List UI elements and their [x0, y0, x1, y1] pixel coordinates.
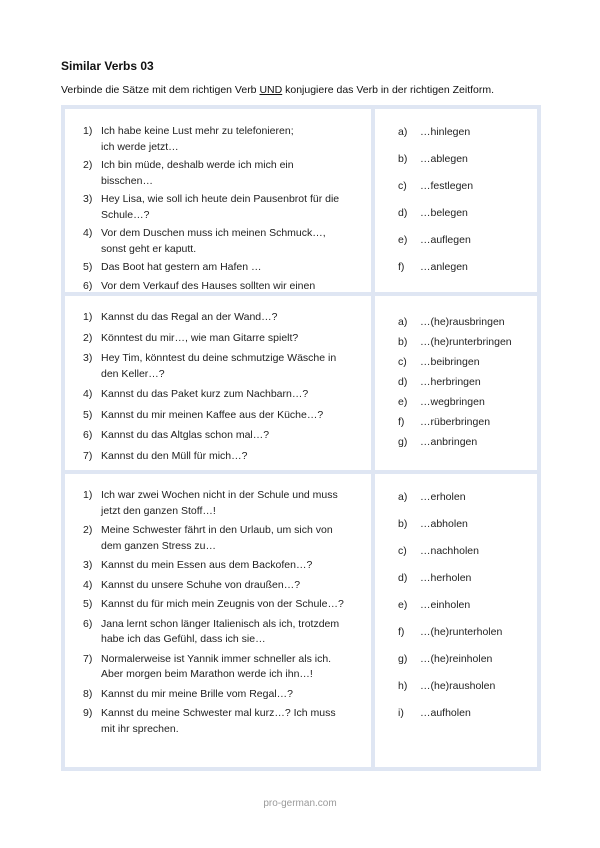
answer-option — [398, 518, 537, 545]
question-text-line: Jana lernt schon länger Italienisch als ich, trotzdem — [101, 617, 340, 630]
question-number: 4) — [83, 388, 93, 400]
answer-verb: …rüberbringen — [420, 416, 491, 428]
answer-letter: b) — [398, 336, 408, 348]
question-number: 7) — [83, 652, 93, 665]
answer-letter: g) — [398, 653, 408, 665]
answer-letter: f) — [398, 416, 405, 428]
answer-letter: a) — [398, 316, 408, 328]
question-list — [65, 109, 371, 310]
question-text-line: Kannst du mein Essen aus dem Backofen…? — [101, 559, 313, 571]
question-number: 1) — [83, 311, 93, 323]
answer-option — [398, 545, 537, 572]
question-item — [65, 260, 371, 276]
answers-cell-1 — [375, 109, 537, 292]
answer-list — [375, 296, 537, 456]
answer-option — [398, 356, 537, 376]
question-item — [65, 331, 371, 347]
question-text-line: Normalerweise ist Yannik immer schneller als ich. — [101, 652, 332, 665]
answer-verb: …(he)runterholen — [420, 626, 503, 638]
question-text-line: Könntest du mir…, wie man Gitarre spielt? — [101, 331, 299, 344]
question-text-line: Kannst du meine Schwester mal kurz…? Ich muss — [101, 707, 336, 719]
questions-cell-2 — [65, 296, 371, 470]
answer-verb: …nachholen — [420, 545, 479, 557]
answer-list — [375, 474, 537, 734]
question-number: 6) — [83, 617, 93, 630]
question-item — [65, 124, 371, 155]
question-text-line: Hey Lisa, wie soll ich heute dein Pausenbrot für die — [101, 193, 340, 205]
question-text-line: Kannst du für mich mein Zeugnis von der Schule…? — [101, 598, 344, 610]
question-item — [65, 158, 371, 189]
question-text-line: sonst geht er kaputt. — [101, 242, 197, 255]
answer-option — [398, 653, 537, 680]
answer-letter: c) — [398, 180, 407, 192]
question-text-line: Schule…? — [101, 208, 150, 221]
question-item — [65, 523, 371, 554]
answer-letter: c) — [398, 356, 407, 368]
question-item — [65, 428, 371, 444]
question-item — [65, 310, 371, 326]
question-item — [65, 387, 371, 403]
question-text-line: Ich war zwei Wochen nicht in der Schule und muss — [101, 489, 338, 501]
question-number: 3) — [83, 352, 93, 364]
answer-option — [398, 680, 537, 707]
answer-letter: b) — [398, 153, 408, 165]
question-text-line: Ich habe keine Lust mehr zu telefonieren; — [101, 125, 294, 137]
answer-option — [398, 316, 537, 336]
question-item — [65, 192, 371, 223]
answer-option — [398, 436, 537, 456]
question-text-line: Kannst du das Altglas schon mal…? — [101, 429, 270, 441]
question-number: 1) — [83, 489, 93, 501]
question-item — [65, 449, 371, 465]
answer-letter: h) — [398, 680, 408, 692]
answer-letter: a) — [398, 126, 408, 138]
instruction-emphasis: UND — [259, 84, 283, 96]
question-text-line: Vor dem Verkauf des Hauses sollten wir einen — [101, 279, 316, 292]
question-item — [65, 351, 371, 382]
answer-option — [398, 599, 537, 626]
answer-verb: …auflegen — [420, 234, 471, 246]
question-number: 5) — [83, 598, 93, 610]
answer-verb: …abholen — [420, 518, 468, 530]
question-item — [65, 652, 371, 683]
question-text-line: ich werde jetzt… — [101, 140, 179, 153]
answer-option — [398, 207, 537, 234]
answer-verb: …erholen — [420, 491, 466, 503]
answer-option — [398, 376, 537, 396]
answers-cell-3 — [375, 474, 537, 767]
footer-source: pro-german.com — [263, 798, 337, 809]
question-item — [65, 706, 371, 737]
answer-verb: …anlegen — [420, 261, 468, 273]
question-number: 7) — [83, 449, 93, 462]
answer-letter: i) — [398, 707, 404, 719]
question-text-line: den Keller…? — [101, 367, 165, 380]
question-item — [65, 488, 371, 519]
question-number: 2) — [83, 331, 93, 344]
question-number: 4) — [83, 578, 93, 591]
answer-letter: c) — [398, 545, 407, 557]
instruction-text: Verbinde die Sätze mit dem richtigen Verb UND konjugiere das Verb in der richtigen Zeitform. — [61, 84, 495, 96]
answer-verb: …aufholen — [420, 707, 471, 719]
answer-option — [398, 491, 537, 518]
answer-verb: …wegbringen — [420, 396, 485, 408]
answer-option — [398, 180, 537, 207]
questions-cell-1 — [65, 109, 371, 292]
answer-verb: …herholen — [420, 572, 472, 584]
question-item — [65, 558, 371, 574]
question-item — [65, 597, 371, 613]
question-text-line: habe ich das Gefühl, dass ich sie… — [101, 633, 266, 645]
answer-verb: …(he)rausbringen — [420, 316, 505, 328]
answer-verb: …(he)rausholen — [420, 680, 496, 692]
question-text-line: Vor dem Duschen muss ich meinen Schmuck…, — [101, 227, 326, 239]
answer-verb: …herbringen — [420, 376, 481, 388]
question-text-line: bisschen… — [101, 174, 153, 187]
question-number: 2) — [83, 524, 93, 536]
question-text-line: mit ihr sprechen. — [101, 722, 179, 735]
question-text-line: Meine Schwester fährt in den Urlaub, um sich von — [101, 524, 333, 536]
answer-option — [398, 416, 537, 436]
question-number: 6) — [83, 429, 93, 441]
question-number: 3) — [83, 559, 93, 571]
answer-list — [375, 109, 537, 288]
question-item — [65, 687, 371, 703]
question-text-line: Kannst du den Müll für mich…? — [101, 449, 248, 462]
answer-option — [398, 396, 537, 416]
answer-verb: …belegen — [420, 207, 468, 219]
question-text-line: Ich bin müde, deshalb werde ich mich ein — [101, 159, 294, 171]
answer-option — [398, 707, 537, 734]
question-text-line: Kannst du das Paket kurz zum Nachbarn…? — [101, 388, 309, 400]
answer-letter: d) — [398, 376, 408, 388]
answer-verb: …festlegen — [420, 180, 474, 192]
question-item — [65, 617, 371, 648]
answer-option — [398, 572, 537, 599]
answer-option — [398, 261, 537, 288]
question-text-line: Aber morgen beim Marathon werde ich ihn…! — [101, 668, 313, 680]
answers-cell-2 — [375, 296, 537, 470]
answer-option — [398, 336, 537, 356]
answer-verb: …beibringen — [420, 356, 480, 368]
question-text-line: Kannst du das Regal an der Wand…? — [101, 311, 278, 323]
question-text-line: Hey Tim, könntest du deine schmutzige Wäsche in — [101, 352, 337, 364]
questions-cell-3 — [65, 474, 371, 767]
question-number: 9) — [83, 707, 93, 719]
answer-letter: g) — [398, 436, 408, 448]
exercise-grid — [61, 105, 541, 771]
answer-letter: e) — [398, 234, 408, 246]
answer-letter: d) — [398, 572, 408, 584]
answer-option — [398, 626, 537, 653]
question-text-line: Das Boot hat gestern am Hafen … — [101, 261, 262, 273]
question-list — [65, 296, 371, 464]
question-item — [65, 408, 371, 424]
question-text-line: jetzt den ganzen Stoff…! — [101, 504, 216, 517]
answer-option — [398, 126, 537, 153]
answer-letter: e) — [398, 599, 408, 611]
question-text-line: Kannst du unsere Schuhe von draußen…? — [101, 578, 301, 591]
question-list — [65, 474, 371, 737]
question-number: 5) — [83, 261, 93, 273]
question-number: 1) — [83, 125, 93, 137]
question-number: 6) — [83, 279, 93, 292]
question-number: 3) — [83, 193, 93, 205]
question-number: 8) — [83, 687, 93, 700]
question-number: 5) — [83, 408, 93, 421]
answer-letter: e) — [398, 396, 408, 408]
question-item — [65, 226, 371, 257]
answer-letter: f) — [398, 261, 405, 273]
question-item — [65, 578, 371, 594]
answer-letter: f) — [398, 626, 405, 638]
question-text-line: Kannst du mir meine Brille vom Regal…? — [101, 687, 293, 700]
answer-option — [398, 234, 537, 261]
answer-verb: …anbringen — [420, 436, 478, 448]
answer-verb: …ablegen — [420, 153, 468, 165]
answer-verb: …(he)reinholen — [420, 653, 493, 665]
question-text-line: Kannst du mir meinen Kaffee aus der Küche…? — [101, 408, 324, 421]
answer-letter: b) — [398, 518, 408, 530]
question-number: 2) — [83, 159, 93, 171]
question-text-line: dem ganzen Stress zu… — [101, 539, 216, 552]
answer-letter: a) — [398, 491, 408, 503]
answer-verb: …(he)runterbringen — [420, 336, 512, 348]
answer-verb: …hinlegen — [420, 126, 471, 138]
worksheet-title: Similar Verbs 03 — [61, 59, 154, 73]
question-number: 4) — [83, 227, 93, 239]
answer-option — [398, 153, 537, 180]
answer-verb: …einholen — [420, 599, 471, 611]
answer-letter: d) — [398, 207, 408, 219]
